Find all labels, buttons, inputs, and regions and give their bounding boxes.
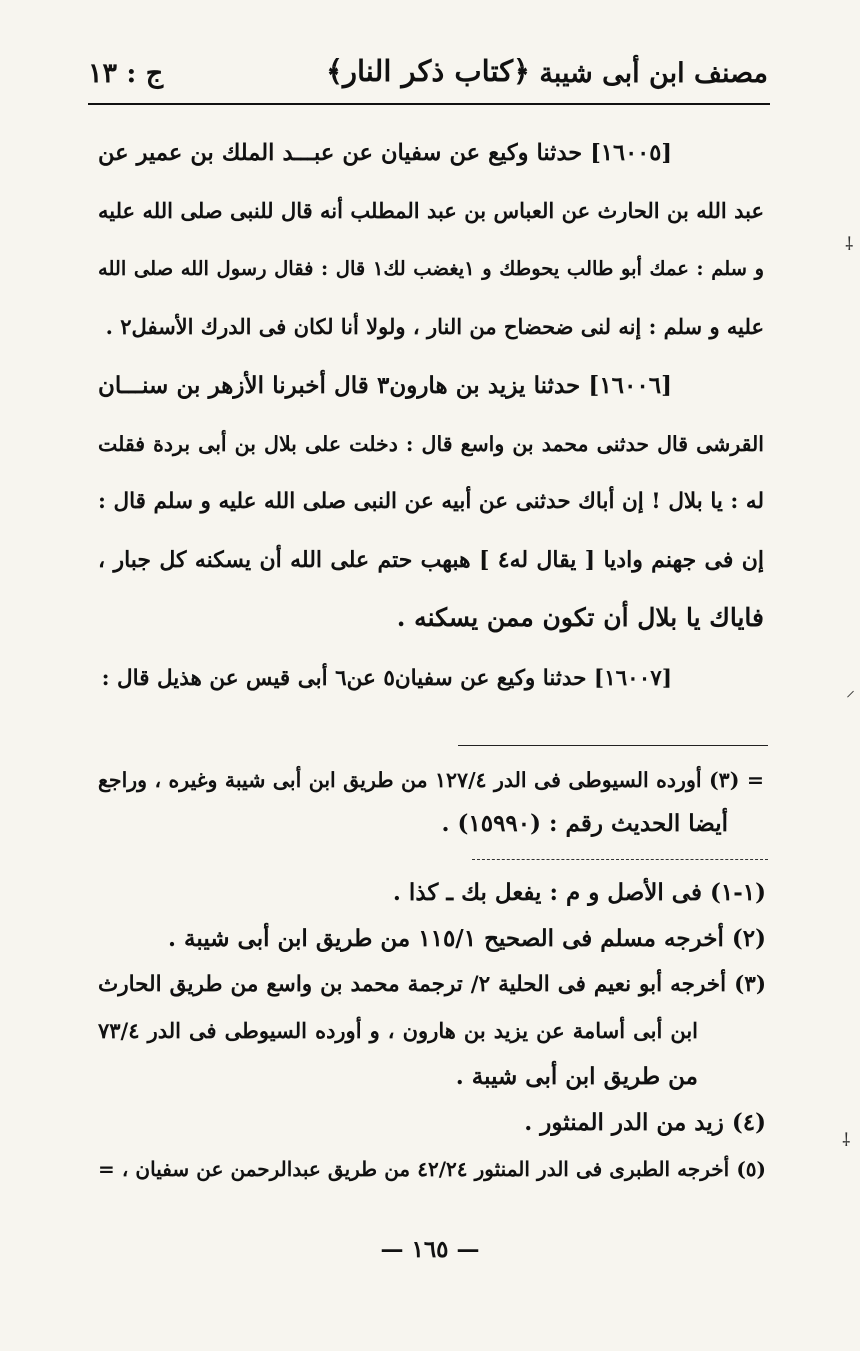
footnote-line: (٣) أخرجه أبو نعيم فى الحلية ٢/ ترجمة محمد بن واسع من طريق الحارث (98, 972, 766, 997)
text-line: و سلم : عمك أبو طالب يحوطك و ١يغضب لك١ قال : فقال رسول الله صلى الله (98, 257, 764, 280)
footnote-line: (٢) أخرجه مسلم فى الصحيح ١١٥/١ من طريق ابن أبى شيبة . (168, 925, 766, 952)
page-number: — ١٦٥ — (380, 1236, 480, 1263)
footnote-line: (٤) زيد من الدر المنثور . (524, 1109, 766, 1136)
footnote-divider (472, 859, 768, 860)
margin-mark: ⸸ (842, 1130, 851, 1151)
footnotes (98, 870, 766, 1192)
hadith-16007 (98, 650, 764, 708)
footnote-line: = (٣) أورده السيوطى فى الدر ١٢٧/٤ من طريق ابن أبى شيبة وغيره ، وراجع (98, 768, 764, 792)
text-line: له : يا بلال ! إن أباك حدثنى عن أبيه عن النبى صلى الله عليه و سلم قال : (98, 489, 764, 514)
footnote-line: من طريق ابن أبى شيبة . (455, 1063, 698, 1090)
footnote-line: أيضا الحديث رقم : (١٥٩٩٠) . (441, 810, 728, 837)
continued-footnote (98, 758, 764, 846)
text-line: فاياك يا بلال أن تكون ممن يسكنه . (396, 603, 764, 632)
text-line: القرشى قال حدثنى محمد بن واسع قال : دخلت على بلال بن أبى بردة فقلت (98, 432, 764, 456)
footnote-line: (٥) أخرجه الطبرى فى الدر المنثور ٤٢/٢٤ من طريق عبدالرحمن عن سفيان ، = (98, 1157, 767, 1181)
chapter-title: ﴿كتاب ذكر النار﴾ (325, 54, 531, 88)
text-line: عليه و سلم : إنه لنى ضحضاح من النار ، ولولا أنا لكان فى الدرك الأسفل٢ . (105, 314, 764, 339)
footnote-line: (١-١) فى الأصل و م : يفعل بك ـ كذا . (392, 879, 766, 906)
book-title: مصنف ابن أبى شيبة (539, 58, 768, 89)
text-line: [١٦٠٠٧] حدثنا وكيع عن سفيان٥ عن٦ أبى قيس عن هذيل قال : (101, 666, 672, 691)
text-line: [١٦٠٠٦] حدثنا يزيد بن هارون٣ قال أخبرنا الأزهر بن سنـــان (98, 372, 672, 399)
text-line: [١٦٠٠٥] حدثنا وكيع عن سفيان عن عبـــد الملك بن عمير عن (98, 140, 672, 166)
hadith-16005 (98, 124, 764, 356)
footnote-separator (458, 745, 768, 746)
margin-mark: ⸝ (846, 680, 855, 701)
hadith-16006 (98, 357, 764, 647)
volume-number: ج : ١٣ (88, 58, 164, 89)
running-header (88, 52, 768, 104)
margin-mark: ⸸ (845, 234, 854, 255)
text-line: عبد الله بن الحارث عن العباس بن عبد المطلب أنه قال للنبى صلى الله عليه (98, 198, 764, 223)
header-rule (88, 103, 770, 105)
text-line: إن فى جهنم واديا [ يقال له٤ ] هبهب حتم على الله أن يسكنه كل جبار ، (98, 547, 765, 573)
footnote-line: ابن أبى أسامة عن يزيد بن هارون ، و أورده السيوطى فى الدر ٧٣/٤ (98, 1018, 698, 1043)
